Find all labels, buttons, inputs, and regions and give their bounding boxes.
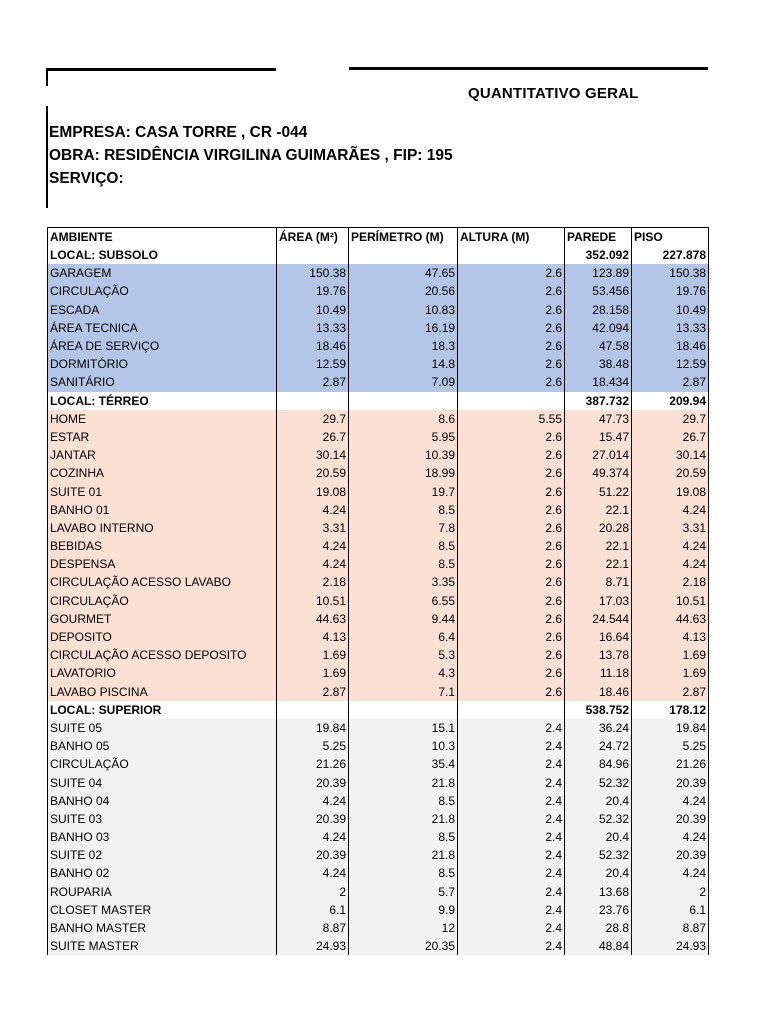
piso-cell: 4.24 bbox=[632, 537, 709, 555]
ambiente-cell: ÁREA TECNICA bbox=[48, 319, 277, 337]
parede-cell: 20.4 bbox=[565, 792, 632, 810]
piso-cell: 21.26 bbox=[632, 755, 709, 773]
altura-cell: 5.55 bbox=[458, 410, 565, 428]
piso-cell: 20.39 bbox=[632, 810, 709, 828]
piso-cell: 1.69 bbox=[632, 664, 709, 682]
ambiente-cell: SANITÁRIO bbox=[48, 373, 277, 391]
perimetro-cell: 8.5 bbox=[349, 555, 458, 573]
table-row bbox=[48, 573, 709, 591]
altura-cell: 2.6 bbox=[458, 282, 565, 300]
piso-cell: 20.59 bbox=[632, 464, 709, 482]
parede-cell: 22.1 bbox=[565, 501, 632, 519]
table-row bbox=[48, 773, 709, 791]
parede-cell: 51.22 bbox=[565, 482, 632, 500]
perimetro-cell: 9.44 bbox=[349, 610, 458, 628]
local-label: LOCAL: SUPERIOR bbox=[48, 701, 277, 719]
ambiente-cell: SUITE 04 bbox=[48, 773, 277, 791]
area-cell: 19.84 bbox=[277, 719, 349, 737]
area-cell: 10.51 bbox=[277, 592, 349, 610]
header-area: ÁREA (M²) bbox=[277, 228, 349, 247]
area-cell: 4.24 bbox=[277, 501, 349, 519]
table-row bbox=[48, 628, 709, 646]
area-cell: 2.87 bbox=[277, 683, 349, 701]
local-empty bbox=[277, 246, 349, 264]
altura-cell: 2.6 bbox=[458, 592, 565, 610]
piso-cell: 4.13 bbox=[632, 628, 709, 646]
header-rule-left bbox=[46, 68, 276, 71]
parede-cell: 28.8 bbox=[565, 919, 632, 937]
document-title: QUANTITATIVO GERAL bbox=[468, 85, 639, 102]
area-cell: 4.24 bbox=[277, 555, 349, 573]
ambiente-cell: GOURMET bbox=[48, 610, 277, 628]
area-cell: 19.08 bbox=[277, 482, 349, 500]
piso-cell: 2.18 bbox=[632, 573, 709, 591]
table-row bbox=[48, 828, 709, 846]
piso-cell: 4.24 bbox=[632, 828, 709, 846]
local-parede-total: 387.732 bbox=[565, 392, 632, 410]
altura-cell: 2.6 bbox=[458, 628, 565, 646]
perimetro-cell: 15.1 bbox=[349, 719, 458, 737]
perimetro-cell: 10.39 bbox=[349, 446, 458, 464]
table-row bbox=[48, 301, 709, 319]
local-empty bbox=[277, 392, 349, 410]
piso-cell: 4.24 bbox=[632, 555, 709, 573]
local-empty bbox=[458, 392, 565, 410]
perimetro-cell: 6.4 bbox=[349, 628, 458, 646]
altura-cell: 2.6 bbox=[458, 319, 565, 337]
piso-cell: 6.1 bbox=[632, 901, 709, 919]
altura-cell: 2.6 bbox=[458, 573, 565, 591]
area-cell: 24.93 bbox=[277, 937, 349, 955]
area-cell: 4.13 bbox=[277, 628, 349, 646]
piso-cell: 30.14 bbox=[632, 446, 709, 464]
area-cell: 18.46 bbox=[277, 337, 349, 355]
local-piso-total: 178.12 bbox=[632, 701, 709, 719]
area-cell: 29.7 bbox=[277, 410, 349, 428]
ambiente-cell: CIRCULAÇÃO bbox=[48, 755, 277, 773]
area-cell: 20.59 bbox=[277, 464, 349, 482]
altura-cell: 2.6 bbox=[458, 537, 565, 555]
perimetro-cell: 35.4 bbox=[349, 755, 458, 773]
altura-cell: 2.4 bbox=[458, 846, 565, 864]
table-row bbox=[48, 919, 709, 937]
perimetro-cell: 8.5 bbox=[349, 792, 458, 810]
area-cell: 12.59 bbox=[277, 355, 349, 373]
table-row bbox=[48, 864, 709, 882]
parede-cell: 20.28 bbox=[565, 519, 632, 537]
parede-cell: 53.456 bbox=[565, 282, 632, 300]
parede-cell: 42.094 bbox=[565, 319, 632, 337]
table-row bbox=[48, 501, 709, 519]
perimetro-cell: 18.99 bbox=[349, 464, 458, 482]
header-rule-right bbox=[349, 67, 708, 70]
ambiente-cell: SUITE 03 bbox=[48, 810, 277, 828]
table-row bbox=[48, 755, 709, 773]
ambiente-cell: BEBIDAS bbox=[48, 537, 277, 555]
area-cell: 2.18 bbox=[277, 573, 349, 591]
perimetro-cell: 14.8 bbox=[349, 355, 458, 373]
altura-cell: 2.6 bbox=[458, 446, 565, 464]
piso-cell: 3.31 bbox=[632, 519, 709, 537]
table-body bbox=[48, 228, 709, 956]
area-cell: 20.39 bbox=[277, 846, 349, 864]
ambiente-cell: DESPENSA bbox=[48, 555, 277, 573]
table-row bbox=[48, 683, 709, 701]
ambiente-cell: BANHO 01 bbox=[48, 501, 277, 519]
altura-cell: 2.6 bbox=[458, 337, 565, 355]
area-cell: 20.39 bbox=[277, 773, 349, 791]
piso-cell: 20.39 bbox=[632, 773, 709, 791]
altura-cell: 2.6 bbox=[458, 428, 565, 446]
parede-cell: 22.1 bbox=[565, 537, 632, 555]
perimetro-cell: 21.8 bbox=[349, 773, 458, 791]
piso-cell: 1.69 bbox=[632, 646, 709, 664]
perimetro-cell: 5.7 bbox=[349, 883, 458, 901]
area-cell: 150.38 bbox=[277, 264, 349, 282]
area-cell: 2.87 bbox=[277, 373, 349, 391]
piso-cell: 26.7 bbox=[632, 428, 709, 446]
header-parede: PAREDE bbox=[565, 228, 632, 247]
parede-cell: 48.84 bbox=[565, 937, 632, 955]
perimetro-cell: 3.35 bbox=[349, 573, 458, 591]
piso-cell: 12.59 bbox=[632, 355, 709, 373]
parede-cell: 28.158 bbox=[565, 301, 632, 319]
area-cell: 10.49 bbox=[277, 301, 349, 319]
table-row bbox=[48, 537, 709, 555]
header-ambiente: AMBIENTE bbox=[48, 228, 277, 247]
local-parede-total: 352.092 bbox=[565, 246, 632, 264]
ambiente-cell: BANHO 02 bbox=[48, 864, 277, 882]
perimetro-cell: 4.3 bbox=[349, 664, 458, 682]
area-cell: 4.24 bbox=[277, 828, 349, 846]
piso-cell: 10.49 bbox=[632, 301, 709, 319]
parede-cell: 23.76 bbox=[565, 901, 632, 919]
piso-cell: 10.51 bbox=[632, 592, 709, 610]
table-row bbox=[48, 810, 709, 828]
ambiente-cell: COZINHA bbox=[48, 464, 277, 482]
altura-cell: 2.6 bbox=[458, 646, 565, 664]
parede-cell: 18.46 bbox=[565, 683, 632, 701]
area-cell: 6.1 bbox=[277, 901, 349, 919]
table-row bbox=[48, 264, 709, 282]
ambiente-cell: ESTAR bbox=[48, 428, 277, 446]
altura-cell: 2.6 bbox=[458, 683, 565, 701]
perimetro-cell: 7.09 bbox=[349, 373, 458, 391]
ambiente-cell: CIRCULAÇÃO ACESSO LAVABO bbox=[48, 573, 277, 591]
perimetro-cell: 19.7 bbox=[349, 482, 458, 500]
piso-cell: 4.24 bbox=[632, 501, 709, 519]
local-parede-total: 538.752 bbox=[565, 701, 632, 719]
parede-cell: 24.72 bbox=[565, 737, 632, 755]
area-cell: 4.24 bbox=[277, 864, 349, 882]
perimetro-cell: 6.55 bbox=[349, 592, 458, 610]
parede-cell: 17.03 bbox=[565, 592, 632, 610]
altura-cell: 2.6 bbox=[458, 264, 565, 282]
altura-cell: 2.4 bbox=[458, 755, 565, 773]
area-cell: 1.69 bbox=[277, 646, 349, 664]
piso-cell: 19.08 bbox=[632, 482, 709, 500]
perimetro-cell: 8.6 bbox=[349, 410, 458, 428]
altura-cell: 2.6 bbox=[458, 301, 565, 319]
ambiente-cell: SUITE 05 bbox=[48, 719, 277, 737]
altura-cell: 2.6 bbox=[458, 555, 565, 573]
area-cell: 1.69 bbox=[277, 664, 349, 682]
quantitativo-table bbox=[47, 227, 709, 955]
piso-cell: 19.84 bbox=[632, 719, 709, 737]
altura-cell: 2.4 bbox=[458, 719, 565, 737]
piso-cell: 44.63 bbox=[632, 610, 709, 628]
perimetro-cell: 12 bbox=[349, 919, 458, 937]
parede-cell: 27.014 bbox=[565, 446, 632, 464]
table-row bbox=[48, 555, 709, 573]
table-row bbox=[48, 428, 709, 446]
piso-cell: 2.87 bbox=[632, 373, 709, 391]
perimetro-cell: 8.5 bbox=[349, 537, 458, 555]
table-row bbox=[48, 519, 709, 537]
parede-cell: 8.71 bbox=[565, 573, 632, 591]
parede-cell: 20.4 bbox=[565, 864, 632, 882]
table-row bbox=[48, 482, 709, 500]
perimetro-cell: 5.3 bbox=[349, 646, 458, 664]
parede-cell: 15.47 bbox=[565, 428, 632, 446]
altura-cell: 2.4 bbox=[458, 773, 565, 791]
piso-cell: 18.46 bbox=[632, 337, 709, 355]
parede-cell: 20.4 bbox=[565, 828, 632, 846]
area-cell: 4.24 bbox=[277, 792, 349, 810]
local-empty bbox=[458, 246, 565, 264]
table-row bbox=[48, 792, 709, 810]
table-row bbox=[48, 319, 709, 337]
altura-cell: 2.6 bbox=[458, 519, 565, 537]
piso-cell: 2 bbox=[632, 883, 709, 901]
parede-cell: 84.96 bbox=[565, 755, 632, 773]
altura-cell: 2.4 bbox=[458, 828, 565, 846]
ambiente-cell: SUITE MASTER bbox=[48, 937, 277, 955]
ambiente-cell: ÁREA DE SERVIÇO bbox=[48, 337, 277, 355]
local-label: LOCAL: SUBSOLO bbox=[48, 246, 277, 264]
parede-cell: 36.24 bbox=[565, 719, 632, 737]
altura-cell: 2.6 bbox=[458, 355, 565, 373]
table-row bbox=[48, 737, 709, 755]
perimetro-cell: 20.56 bbox=[349, 282, 458, 300]
perimetro-cell: 8.5 bbox=[349, 828, 458, 846]
piso-cell: 19.76 bbox=[632, 282, 709, 300]
local-row bbox=[48, 392, 709, 410]
area-cell: 3.31 bbox=[277, 519, 349, 537]
local-row bbox=[48, 246, 709, 264]
table-row bbox=[48, 464, 709, 482]
altura-cell: 2.4 bbox=[458, 810, 565, 828]
header-perimetro: PERÍMETRO (M) bbox=[349, 228, 458, 247]
table-row bbox=[48, 646, 709, 664]
local-empty bbox=[349, 392, 458, 410]
altura-cell: 2.4 bbox=[458, 737, 565, 755]
area-cell: 4.24 bbox=[277, 537, 349, 555]
ambiente-cell: JANTAR bbox=[48, 446, 277, 464]
altura-cell: 2.6 bbox=[458, 664, 565, 682]
table-row bbox=[48, 883, 709, 901]
table-row bbox=[48, 610, 709, 628]
ambiente-cell: BANHO 05 bbox=[48, 737, 277, 755]
perimetro-cell: 7.8 bbox=[349, 519, 458, 537]
table-row bbox=[48, 373, 709, 391]
parede-cell: 22.1 bbox=[565, 555, 632, 573]
piso-cell: 13.33 bbox=[632, 319, 709, 337]
altura-cell: 2.6 bbox=[458, 501, 565, 519]
perimetro-cell: 10.3 bbox=[349, 737, 458, 755]
table-row bbox=[48, 901, 709, 919]
area-cell: 5.25 bbox=[277, 737, 349, 755]
parede-cell: 13.78 bbox=[565, 646, 632, 664]
perimetro-cell: 18.3 bbox=[349, 337, 458, 355]
ambiente-cell: CIRCULAÇÃO ACESSO DEPOSITO bbox=[48, 646, 277, 664]
ambiente-cell: ROUPARIA bbox=[48, 883, 277, 901]
local-piso-total: 209.94 bbox=[632, 392, 709, 410]
piso-cell: 2.87 bbox=[632, 683, 709, 701]
header-piso: PISO bbox=[632, 228, 709, 247]
ambiente-cell: DEPOSITO bbox=[48, 628, 277, 646]
parede-cell: 38.48 bbox=[565, 355, 632, 373]
piso-cell: 20.39 bbox=[632, 846, 709, 864]
parede-cell: 16.64 bbox=[565, 628, 632, 646]
parede-cell: 47.58 bbox=[565, 337, 632, 355]
altura-cell: 2.4 bbox=[458, 919, 565, 937]
area-cell: 21.26 bbox=[277, 755, 349, 773]
table-row bbox=[48, 664, 709, 682]
perimetro-cell: 20.35 bbox=[349, 937, 458, 955]
ambiente-cell: SUITE 01 bbox=[48, 482, 277, 500]
local-empty bbox=[277, 701, 349, 719]
area-cell: 44.63 bbox=[277, 610, 349, 628]
perimetro-cell: 47.65 bbox=[349, 264, 458, 282]
table-row bbox=[48, 410, 709, 428]
table-row bbox=[48, 282, 709, 300]
header-rule-left-tick bbox=[46, 68, 48, 86]
obra-line: OBRA: RESIDÊNCIA VIRGILINA GUIMARÃES , FIP: 195 bbox=[49, 147, 453, 164]
ambiente-cell: DORMITÓRIO bbox=[48, 355, 277, 373]
area-cell: 8.87 bbox=[277, 919, 349, 937]
ambiente-cell: CIRCULAÇÃO bbox=[48, 282, 277, 300]
perimetro-cell: 9.9 bbox=[349, 901, 458, 919]
empresa-line: EMPRESA: CASA TORRE , CR -044 bbox=[49, 124, 308, 141]
ambiente-cell: BANHO 03 bbox=[48, 828, 277, 846]
parede-cell: 49.374 bbox=[565, 464, 632, 482]
local-piso-total: 227.878 bbox=[632, 246, 709, 264]
parede-cell: 47.73 bbox=[565, 410, 632, 428]
table-row bbox=[48, 846, 709, 864]
table-row bbox=[48, 592, 709, 610]
parede-cell: 24.544 bbox=[565, 610, 632, 628]
local-empty bbox=[458, 701, 565, 719]
piso-cell: 8.87 bbox=[632, 919, 709, 937]
parede-cell: 13.68 bbox=[565, 883, 632, 901]
piso-cell: 4.24 bbox=[632, 792, 709, 810]
table-header-row bbox=[48, 228, 709, 247]
ambiente-cell: ESCADA bbox=[48, 301, 277, 319]
parede-cell: 52.32 bbox=[565, 773, 632, 791]
perimetro-cell: 5.95 bbox=[349, 428, 458, 446]
parede-cell: 52.32 bbox=[565, 810, 632, 828]
altura-cell: 2.4 bbox=[458, 864, 565, 882]
piso-cell: 4.24 bbox=[632, 864, 709, 882]
ambiente-cell: BANHO 04 bbox=[48, 792, 277, 810]
table-row bbox=[48, 337, 709, 355]
altura-cell: 2.4 bbox=[458, 937, 565, 955]
altura-cell: 2.4 bbox=[458, 883, 565, 901]
altura-cell: 2.6 bbox=[458, 464, 565, 482]
parede-cell: 11.18 bbox=[565, 664, 632, 682]
altura-cell: 2.4 bbox=[458, 901, 565, 919]
altura-cell: 2.6 bbox=[458, 373, 565, 391]
local-label: LOCAL: TÉRREO bbox=[48, 392, 277, 410]
altura-cell: 2.6 bbox=[458, 482, 565, 500]
ambiente-cell: CIRCULAÇÃO bbox=[48, 592, 277, 610]
info-block-left-rule bbox=[46, 106, 48, 208]
perimetro-cell: 21.8 bbox=[349, 846, 458, 864]
parede-cell: 52.32 bbox=[565, 846, 632, 864]
ambiente-cell: GARAGEM bbox=[48, 264, 277, 282]
ambiente-cell: LAVATORIO bbox=[48, 664, 277, 682]
area-cell: 26.7 bbox=[277, 428, 349, 446]
ambiente-cell: HOME bbox=[48, 410, 277, 428]
header-altura: ALTURA (M) bbox=[458, 228, 565, 247]
ambiente-cell: SUITE 02 bbox=[48, 846, 277, 864]
local-empty bbox=[349, 246, 458, 264]
perimetro-cell: 10.83 bbox=[349, 301, 458, 319]
servico-line: SERVIÇO: bbox=[49, 170, 124, 187]
ambiente-cell: BANHO MASTER bbox=[48, 919, 277, 937]
altura-cell: 2.6 bbox=[458, 610, 565, 628]
ambiente-cell: CLOSET MASTER bbox=[48, 901, 277, 919]
piso-cell: 5.25 bbox=[632, 737, 709, 755]
table-row bbox=[48, 355, 709, 373]
table-row bbox=[48, 446, 709, 464]
area-cell: 2 bbox=[277, 883, 349, 901]
local-row bbox=[48, 701, 709, 719]
piso-cell: 24.93 bbox=[632, 937, 709, 955]
perimetro-cell: 16.19 bbox=[349, 319, 458, 337]
ambiente-cell: LAVABO INTERNO bbox=[48, 519, 277, 537]
local-empty bbox=[349, 701, 458, 719]
area-cell: 30.14 bbox=[277, 446, 349, 464]
parede-cell: 123.89 bbox=[565, 264, 632, 282]
area-cell: 13.33 bbox=[277, 319, 349, 337]
altura-cell: 2.4 bbox=[458, 792, 565, 810]
perimetro-cell: 8.5 bbox=[349, 864, 458, 882]
parede-cell: 18.434 bbox=[565, 373, 632, 391]
ambiente-cell: LAVABO PISCINA bbox=[48, 683, 277, 701]
table-row bbox=[48, 719, 709, 737]
perimetro-cell: 8.5 bbox=[349, 501, 458, 519]
perimetro-cell: 21.8 bbox=[349, 810, 458, 828]
table-row bbox=[48, 937, 709, 955]
area-cell: 20.39 bbox=[277, 810, 349, 828]
perimetro-cell: 7.1 bbox=[349, 683, 458, 701]
piso-cell: 150.38 bbox=[632, 264, 709, 282]
piso-cell: 29.7 bbox=[632, 410, 709, 428]
area-cell: 19.76 bbox=[277, 282, 349, 300]
